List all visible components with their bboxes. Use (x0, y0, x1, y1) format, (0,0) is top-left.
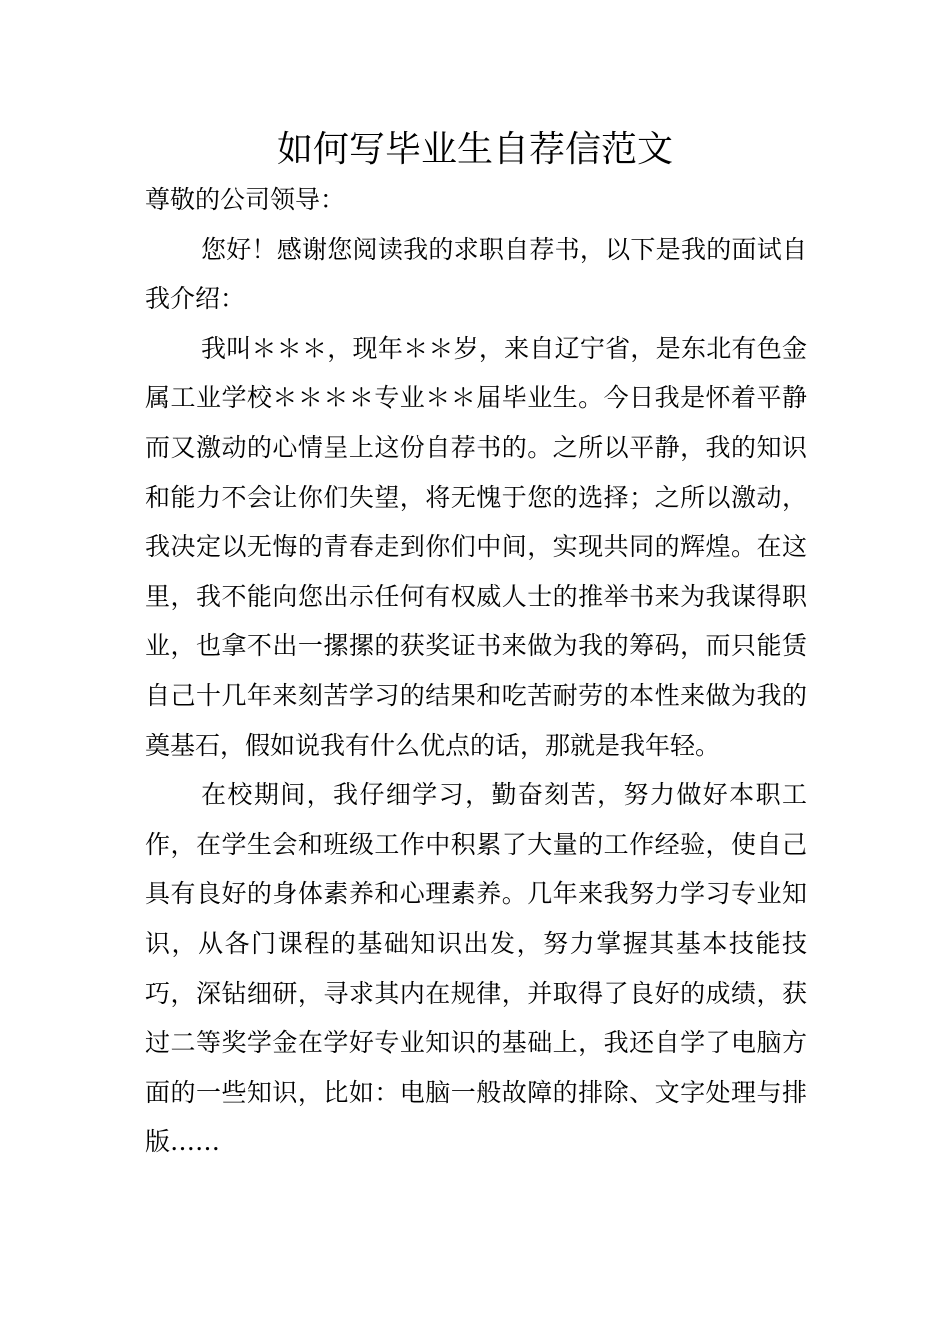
salutation: 尊敬的公司领导： (145, 185, 346, 214)
paragraph-greeting: 您好！感谢您阅读我的求职自荐书，以下是我的面试自我介绍： (145, 234, 807, 314)
paragraph-school-experience: 在校期间，我仔细学习，勤奋刻苦，努力做好本职工作，在学生会和班级工作中积累了大量的工作经验，使自己具有良好的身体素养和心理素养。几年来我努力学习专业知识，从各门课程的基础知识出发，努力掌握其基本技能技巧，深钻细研，寻求其内在规律，并取得了良好的成绩，获过二等奖学金在学好专业知识的基础上，我还自学了电脑方面的一些知识，比如：电脑一般故障的排除、文字处理与排版…… (145, 780, 807, 1157)
document-title: 如何写毕业生自荐信范文 (276, 129, 673, 170)
paragraph-introduction: 我叫＊＊＊，现年＊＊岁，来自辽宁省，是东北有色金属工业学校＊＊＊＊专业＊＊届毕业生。今日我是怀着平静而又激动的心情呈上这份自荐书的。之所以平静，我的知识和能力不会让你们失望，将无愧于您的选择；之所以激动，我决定以无悔的青春走到你们中间，实现共同的辉煌。在这里，我不能向您出示任何有权威人士的推举书来为我谋得职业，也拿不出一摞摞的获奖证书来做为我的筹码，而只能赁自己十几年来刻苦学习的结果和吃苦耐劳的本性来做为我的奠基石，假如说我有什么优点的话，那就是我年轻。 (145, 333, 807, 760)
document-body (145, 175, 807, 1167)
